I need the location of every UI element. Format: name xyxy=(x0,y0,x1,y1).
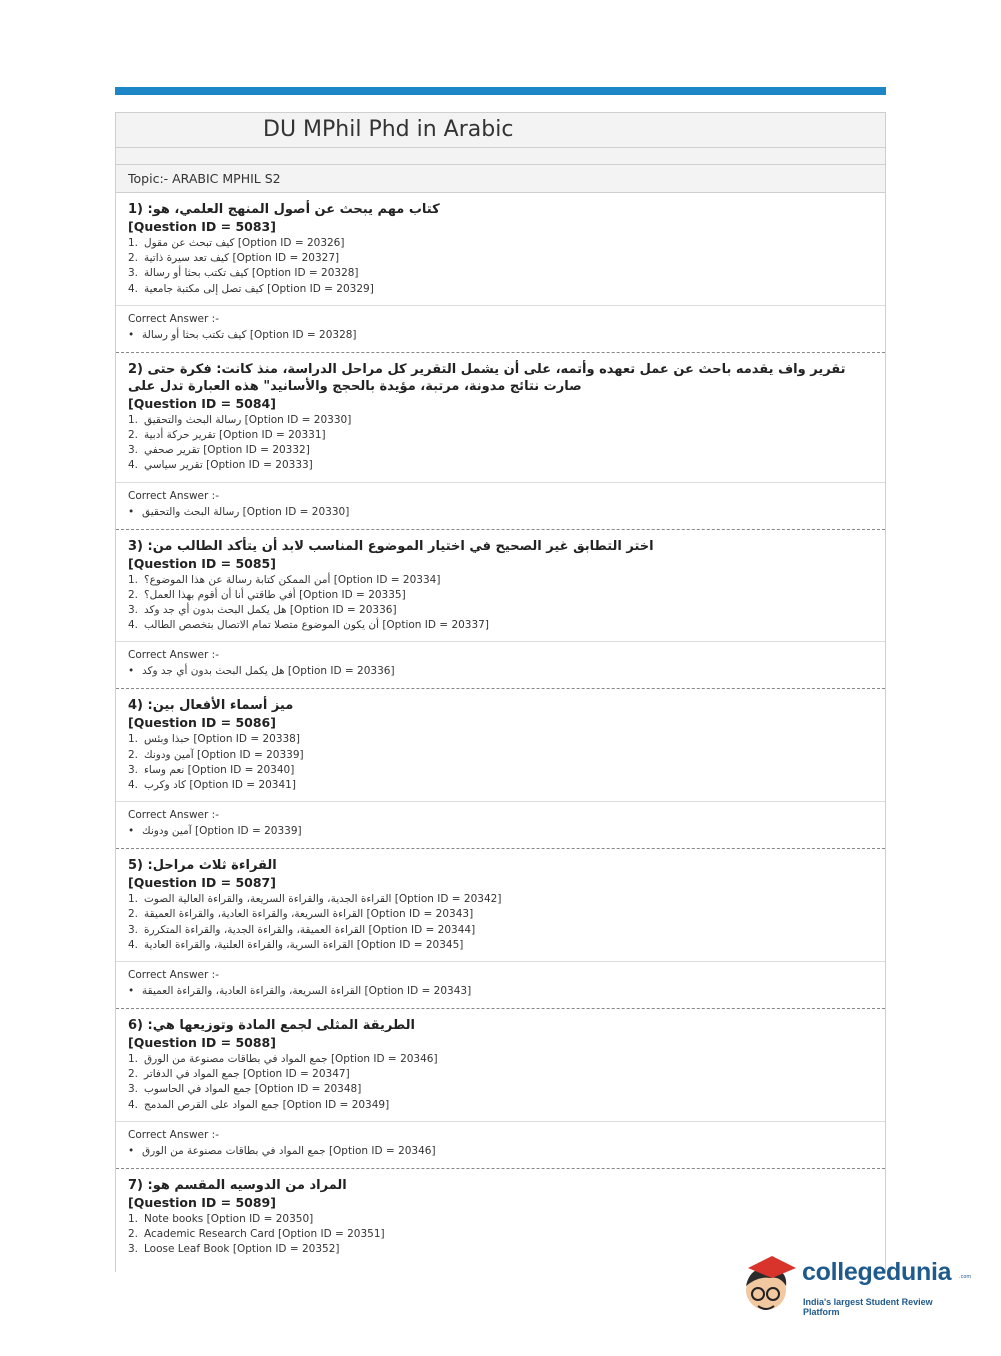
option-number: 2. xyxy=(128,1228,139,1241)
correct-answer-value xyxy=(128,823,873,840)
correct-answer-block xyxy=(116,1121,885,1169)
option-text: كيف تكتب بحثا أو رسالة xyxy=(144,267,249,280)
question-number: 5) xyxy=(128,858,143,874)
option-text: القراءة العميقة، والقراءة الجدية، والقراءة المتكررة xyxy=(144,923,366,936)
option-item xyxy=(128,938,873,953)
question-text xyxy=(128,1177,873,1194)
answer-option-id: [Option ID = 20343] xyxy=(364,985,472,998)
option-list xyxy=(128,732,873,793)
correct-answer-label: Correct Answer :- xyxy=(128,489,219,502)
option-item xyxy=(128,458,873,473)
option-number: 2. xyxy=(128,908,139,921)
option-list xyxy=(128,1052,873,1113)
option-text: جمع المواد في الحاسوب xyxy=(144,1083,252,1096)
option-list xyxy=(128,1212,873,1258)
question-text xyxy=(128,538,873,555)
correct-answer-value xyxy=(128,983,873,1000)
option-text: كيف تصل إلى مكتبة جامعية xyxy=(144,282,264,295)
question-number: 6) xyxy=(128,1018,143,1034)
option-text: تقرير صحفي xyxy=(144,444,200,457)
title-row xyxy=(116,112,885,148)
question-block-5 xyxy=(116,849,885,953)
option-number: 3. xyxy=(128,604,139,617)
answer-text: القراءة السريعة، والقراءة العادية، والقراءة العميقة xyxy=(142,985,362,998)
answer-text: هل يكمل البحث بدون أي جد وكد xyxy=(142,665,285,678)
correct-answer-block xyxy=(116,961,885,1009)
question-number: 1) xyxy=(128,202,143,217)
option-list xyxy=(128,573,873,634)
question-body: الطريقة المثلى لجمع المادة وتوزيعها هي: xyxy=(147,1018,415,1034)
option-item xyxy=(128,236,873,251)
option-text: حبذا وبئس xyxy=(144,733,190,746)
option-item xyxy=(128,603,873,618)
logo-name: collegedunia xyxy=(802,1258,952,1286)
question-id: [Question ID = 5089] xyxy=(128,1194,276,1210)
option-number: 2. xyxy=(128,1068,139,1081)
option-number: 4. xyxy=(128,1098,139,1111)
option-number: 1. xyxy=(128,413,139,426)
bullet: • xyxy=(128,328,135,341)
question-block-2 xyxy=(116,353,885,474)
logo-tagline: India's largest Student Review Platform xyxy=(803,1297,933,1317)
option-text: القراءة الجدية، والقراءة السريعة، والقراءة العالية الصوت xyxy=(144,893,392,906)
option-text: نعم وساء xyxy=(144,763,185,776)
option-item xyxy=(128,573,873,588)
option-list xyxy=(128,413,873,474)
question-number: 4) xyxy=(128,698,143,714)
option-item xyxy=(128,1082,873,1097)
option-number: 1. xyxy=(128,1053,139,1066)
question-paper xyxy=(115,112,886,1272)
option-number: 3. xyxy=(128,763,139,776)
option-id: [Option ID = 20336] xyxy=(289,604,397,617)
correct-answer-value xyxy=(128,1143,873,1160)
option-text: أفي طاقتي أنا أن أقوم بهذا العمل؟ xyxy=(144,588,296,601)
option-id: [Option ID = 20350] xyxy=(206,1212,314,1225)
option-item xyxy=(128,251,873,266)
question-block-6 xyxy=(116,1009,885,1113)
option-item xyxy=(128,892,873,907)
correct-answer-label: Correct Answer :- xyxy=(128,649,219,662)
option-item xyxy=(128,1098,873,1113)
option-text: Note books xyxy=(144,1212,204,1225)
option-id: [Option ID = 20340] xyxy=(187,763,295,776)
option-id: [Option ID = 20328] xyxy=(251,267,359,280)
question-block-1 xyxy=(116,193,885,297)
answer-option-id: [Option ID = 20330] xyxy=(242,505,350,518)
option-id: [Option ID = 20346] xyxy=(330,1053,438,1066)
question-id: [Question ID = 5087] xyxy=(128,875,276,891)
collegedunia-logo[interactable] xyxy=(740,1252,970,1316)
option-text: آمين ودونك xyxy=(144,748,194,761)
question-text xyxy=(128,201,873,218)
question-body: القراءة ثلاث مراحل: xyxy=(147,858,277,874)
option-id: [Option ID = 20332] xyxy=(203,444,310,457)
option-text: رسالة البحث والتحقيق xyxy=(144,413,242,426)
option-id: [Option ID = 20331] xyxy=(219,429,326,442)
top-accent-bar xyxy=(115,87,886,95)
option-id: [Option ID = 20349] xyxy=(282,1098,390,1111)
correct-answer-value xyxy=(128,504,873,521)
correct-answer-block xyxy=(116,482,885,530)
option-number: 2. xyxy=(128,748,139,761)
option-item xyxy=(128,732,873,747)
option-text: أن يكون الموضوع متصلا تمام الاتصال بتخصص الطالب xyxy=(144,619,379,632)
answer-text: كيف تكتب بحثا أو رسالة xyxy=(142,328,247,341)
option-id: [Option ID = 20347] xyxy=(243,1068,350,1081)
option-item xyxy=(128,618,873,633)
option-id: [Option ID = 20339] xyxy=(196,748,304,761)
option-number: 1. xyxy=(128,573,139,586)
correct-answer-value xyxy=(128,327,873,344)
question-number: 3) xyxy=(128,538,143,554)
option-id: [Option ID = 20342] xyxy=(394,893,502,906)
page-title: DU MPhil Phd in Arabic xyxy=(263,117,514,142)
option-id: [Option ID = 20337] xyxy=(382,619,489,632)
topic-label: Topic:- ARABIC MPHIL S2 xyxy=(116,165,885,193)
mascot-icon xyxy=(740,1252,800,1316)
option-number: 3. xyxy=(128,923,139,936)
answer-option-id: [Option ID = 20328] xyxy=(249,328,357,341)
option-id: [Option ID = 20338] xyxy=(193,733,300,746)
option-number: 4. xyxy=(128,459,139,472)
option-id: [Option ID = 20326] xyxy=(237,237,345,249)
option-item xyxy=(128,778,873,793)
option-item xyxy=(128,1052,873,1067)
option-number: 2. xyxy=(128,429,139,442)
question-body: ميز أسماء الأفعال بين: xyxy=(147,698,294,714)
option-number: 3. xyxy=(128,444,139,457)
option-id: [Option ID = 20330] xyxy=(244,413,352,426)
option-text: جمع المواد في بطاقات مصنوعة من الورق xyxy=(144,1053,328,1066)
option-text: كاد وكرب xyxy=(144,779,186,792)
answer-option-id: [Option ID = 20339] xyxy=(194,825,302,838)
option-id: [Option ID = 20344] xyxy=(368,923,476,936)
question-body: تقرير واف يقدمه باحث عن عمل تعهده وأتمه، على أن يشمل التقرير كل مراحل الدراسة، منذ كانت: فكرة حتى صارت نتائج مدونة، مرتبة، مؤيدة بالحجج والأسانيد" هذه العبارة تدل على xyxy=(128,361,846,394)
option-number: 3. xyxy=(128,1243,139,1256)
option-item xyxy=(128,428,873,443)
option-item xyxy=(128,282,873,297)
option-list xyxy=(128,236,873,297)
option-item xyxy=(128,266,873,281)
option-item xyxy=(128,923,873,938)
option-id: [Option ID = 20334] xyxy=(333,573,441,586)
logo-suffix: .com xyxy=(959,1274,972,1280)
question-list xyxy=(116,193,885,1169)
question-id: [Question ID = 5084] xyxy=(128,395,276,411)
option-number: 1. xyxy=(128,733,139,746)
question-id: [Question ID = 5086] xyxy=(128,715,276,731)
correct-answer-label: Correct Answer :- xyxy=(128,809,219,822)
option-number: 4. xyxy=(128,779,139,792)
option-item xyxy=(128,413,873,428)
option-id: [Option ID = 20348] xyxy=(254,1083,362,1096)
option-text: القراءة السرية، والقراءة العلنية، والقراءة العادية xyxy=(144,938,354,951)
option-number: 4. xyxy=(128,938,139,951)
question-body: كتاب مهم يبحث عن أصول المنهج العلمي، هو: xyxy=(147,202,440,217)
option-number: 3. xyxy=(128,1083,139,1096)
answer-option-id: [Option ID = 20336] xyxy=(287,665,395,678)
option-item xyxy=(128,588,873,603)
option-item xyxy=(128,748,873,763)
correct-answer-label: Correct Answer :- xyxy=(128,312,219,325)
option-id: [Option ID = 20341] xyxy=(189,779,296,792)
option-text: تقرير سياسي xyxy=(144,459,203,472)
option-text: جمع المواد على القرص المدمج xyxy=(144,1098,280,1111)
bullet: • xyxy=(128,665,135,678)
correct-answer-block xyxy=(116,801,885,849)
option-number: 1. xyxy=(128,237,139,249)
option-text: كيف تعد سيرة ذاتية xyxy=(144,252,230,265)
answer-text: رسالة البحث والتحقيق xyxy=(142,505,240,518)
answer-text: آمين ودونك xyxy=(142,825,192,838)
spacer-row xyxy=(116,148,885,165)
answer-text: جمع المواد في بطاقات مصنوعة من الورق xyxy=(142,1144,326,1157)
question-body: اختر التطابق غير الصحيح في اختيار الموضوع المناسب لابد أن يتأكد الطالب من: xyxy=(147,538,654,554)
question-body: المراد من الدوسيه المقسم هو: xyxy=(147,1177,347,1193)
question-text xyxy=(128,1017,873,1034)
correct-answer-block xyxy=(116,641,885,689)
question-block-3 xyxy=(116,530,885,634)
option-number: 1. xyxy=(128,893,139,906)
question-number: 2) xyxy=(128,361,143,377)
option-text: Loose Leaf Book xyxy=(144,1243,230,1256)
option-item xyxy=(128,907,873,922)
option-text: Academic Research Card xyxy=(144,1228,275,1241)
option-item xyxy=(128,763,873,778)
option-id: [Option ID = 20345] xyxy=(356,938,464,951)
option-text: هل يكمل البحث بدون أي جد وكد xyxy=(144,604,287,617)
option-number: 4. xyxy=(128,619,139,632)
option-text: أمن الممكن كتابة رسالة عن هذا الموضوع؟ xyxy=(144,573,331,586)
option-number: 2. xyxy=(128,588,139,601)
question-text xyxy=(128,697,873,714)
option-item xyxy=(128,443,873,458)
question-id: [Question ID = 5088] xyxy=(128,1035,276,1051)
bullet: • xyxy=(128,985,135,998)
option-id: [Option ID = 20352] xyxy=(232,1243,340,1256)
option-text: جمع المواد في الدفاتر xyxy=(144,1068,240,1081)
correct-answer-label: Correct Answer :- xyxy=(128,969,219,982)
option-id: [Option ID = 20351] xyxy=(278,1228,385,1241)
answer-option-id: [Option ID = 20346] xyxy=(328,1144,436,1157)
correct-answer-label: Correct Answer :- xyxy=(128,1128,219,1141)
option-text: كيف تبحث عن مقول xyxy=(144,237,235,249)
question-number: 7) xyxy=(128,1177,143,1193)
correct-answer-value xyxy=(128,663,873,680)
option-list xyxy=(128,892,873,953)
question-id: [Question ID = 5085] xyxy=(128,555,276,571)
option-id: [Option ID = 20327] xyxy=(232,252,340,265)
correct-answer-block xyxy=(116,305,885,353)
option-item xyxy=(128,1227,873,1242)
question-text xyxy=(128,857,873,874)
option-text: القراءة السريعة، والقراءة العادية، والقراءة العميقة xyxy=(144,908,364,921)
option-id: [Option ID = 20333] xyxy=(206,459,313,472)
question-block-7 xyxy=(116,1169,885,1258)
question-block-4 xyxy=(116,689,885,793)
option-number: 2. xyxy=(128,252,139,265)
question-id: [Question ID = 5083] xyxy=(128,219,276,234)
option-id: [Option ID = 20329] xyxy=(267,282,374,295)
option-text: تقرير حركة أدبية xyxy=(144,429,216,442)
option-item xyxy=(128,1212,873,1227)
question-text xyxy=(128,361,873,395)
option-number: 1. xyxy=(128,1212,139,1225)
bullet: • xyxy=(128,1144,135,1157)
option-id: [Option ID = 20343] xyxy=(366,908,474,921)
option-number: 4. xyxy=(128,282,139,295)
bullet: • xyxy=(128,825,135,838)
option-id: [Option ID = 20335] xyxy=(299,588,406,601)
option-number: 3. xyxy=(128,267,139,280)
bullet: • xyxy=(128,505,135,518)
option-item xyxy=(128,1067,873,1082)
